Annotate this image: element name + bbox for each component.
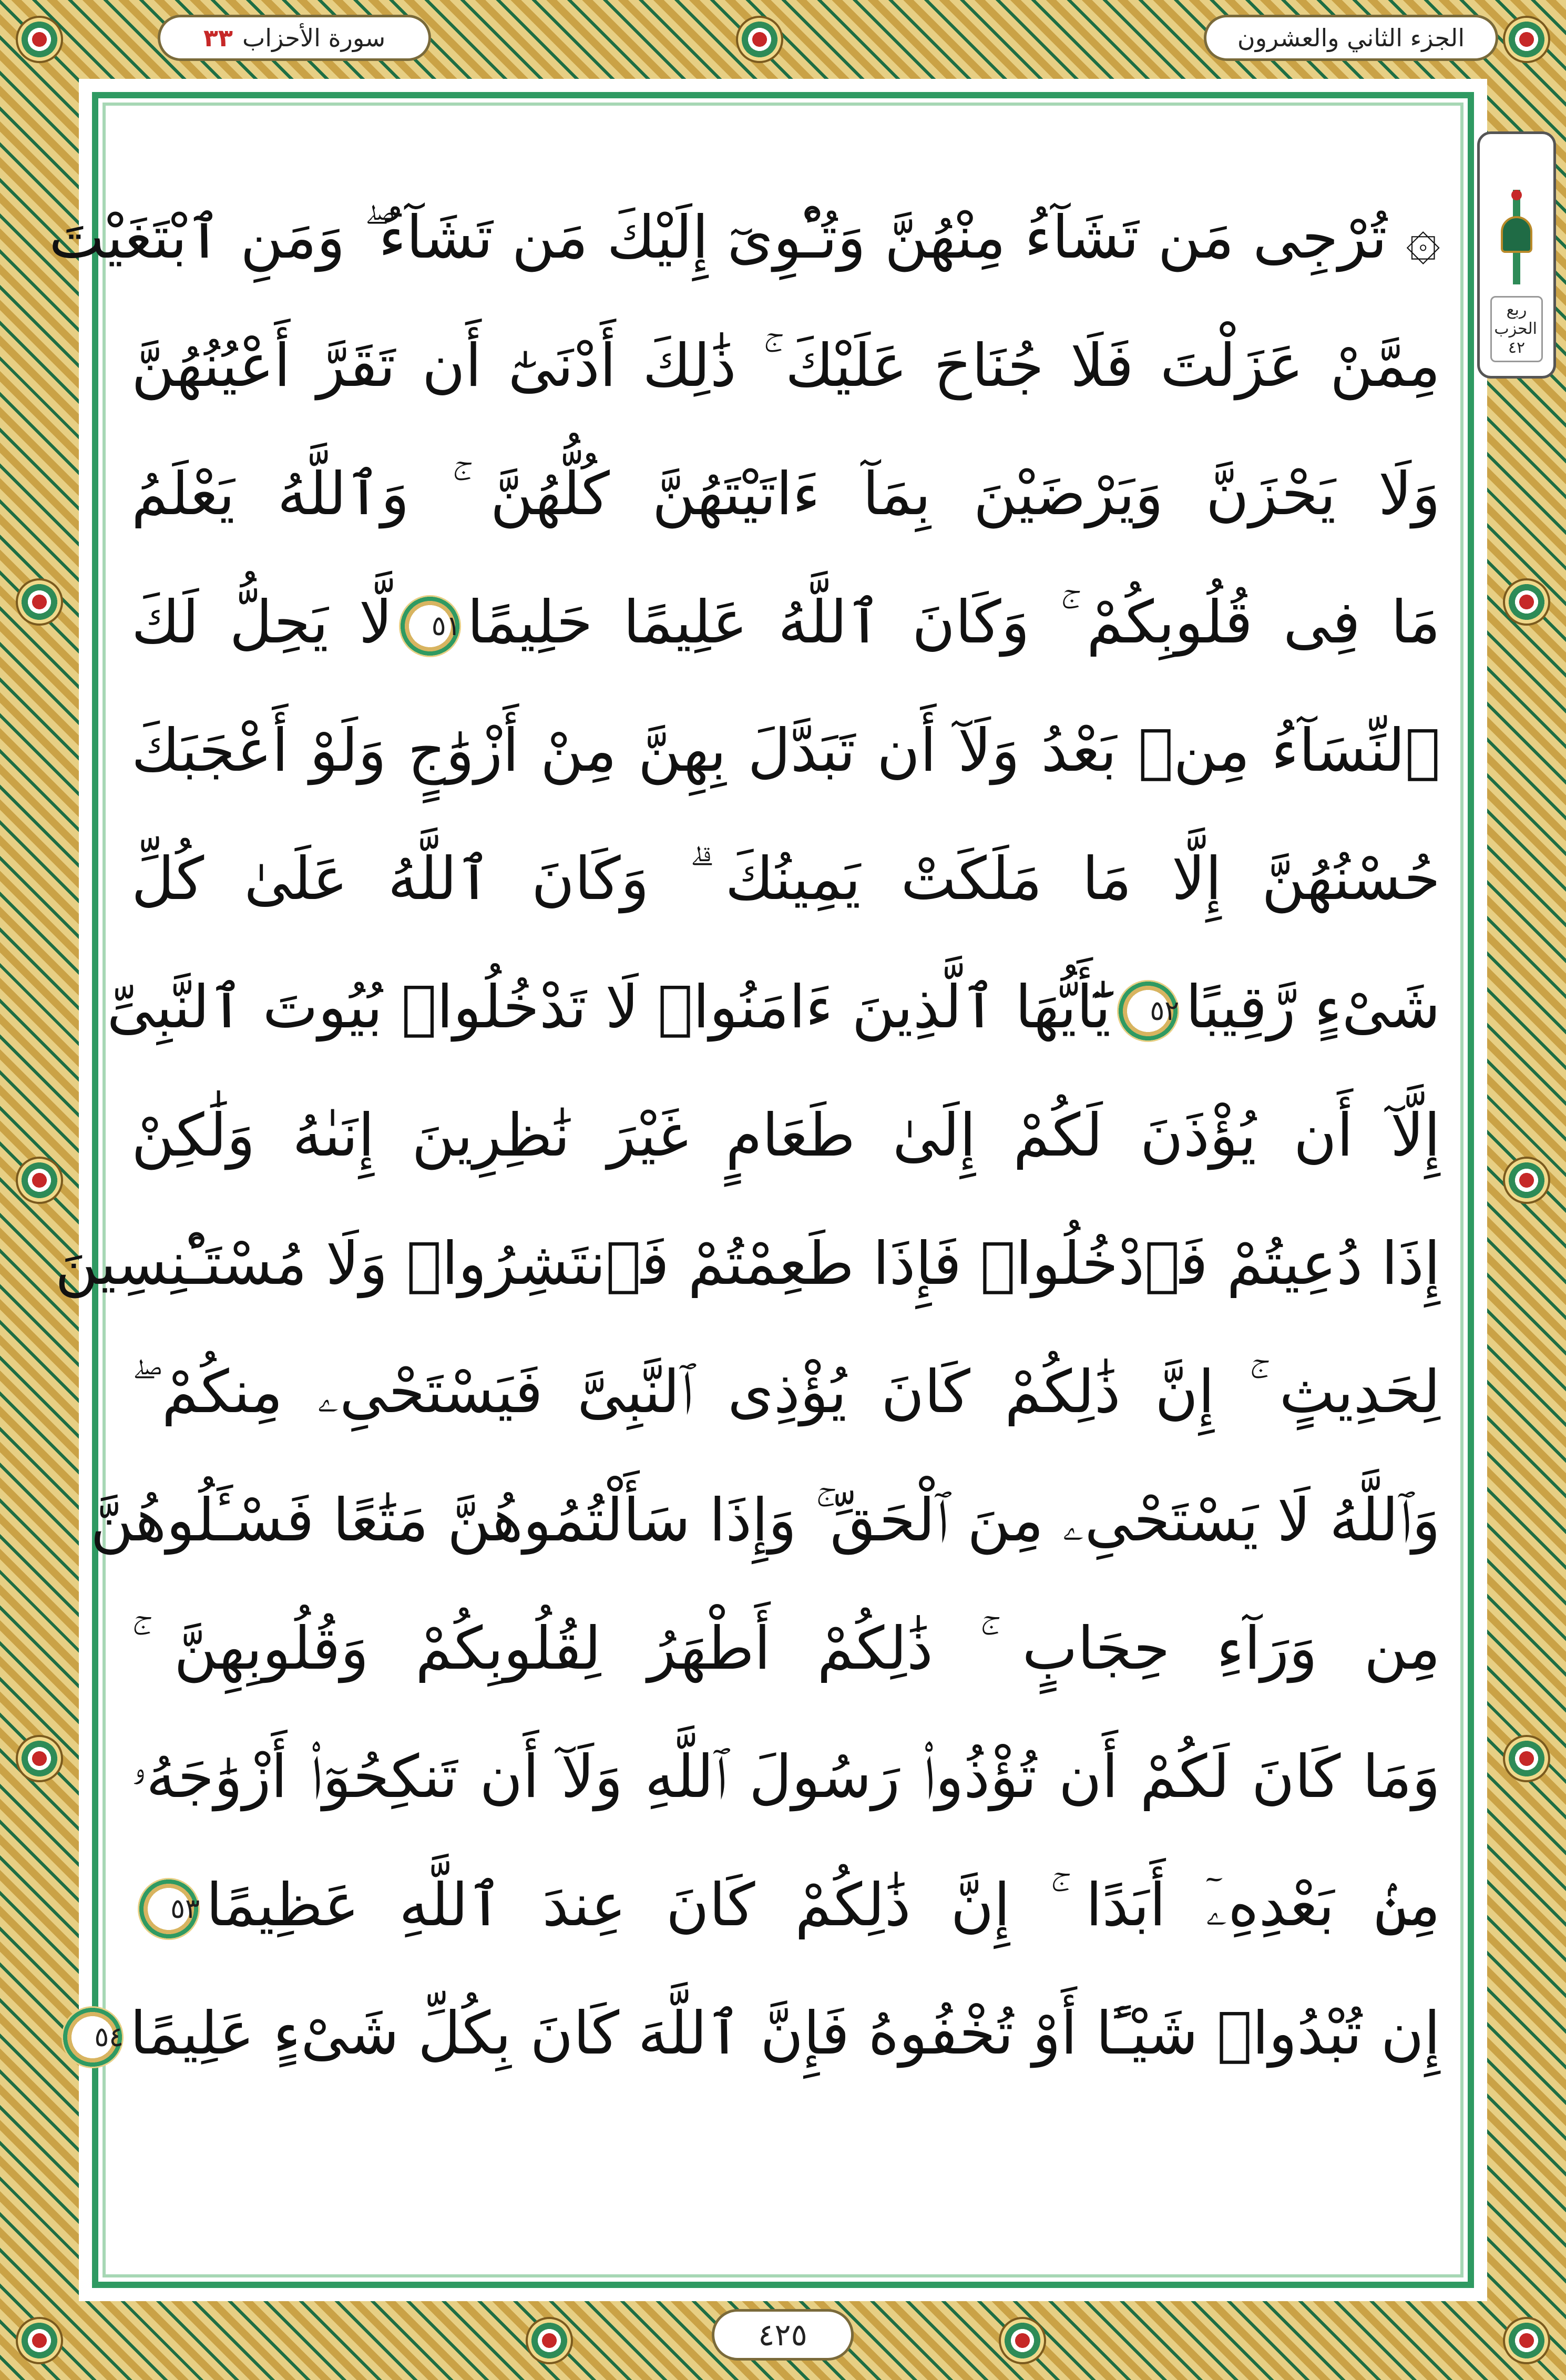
border-ornament-icon [1503,1157,1550,1204]
quran-text [49,173,1440,2098]
border-ornament-icon [16,578,63,626]
border-ornament-icon [736,16,783,63]
border-ornament-icon [16,1735,63,1782]
text-line: وَمَا كَانَ لَكُمْ أَن تُؤْذُوا۟ رَسُولَ ٱللَّهِ وَلَآ أَن تَنكِحُوٓا۟ أَزْوَٰجَهُۥ [131,1743,1440,1811]
border-ornament-icon [16,1157,63,1204]
text-line: شَىْءٍ رَّقِيبًا٥٢يَٰٓأَيُّهَا ٱلَّذِينَ ءَامَنُوا۟ لَا تَدْخُلُوا۟ بُيُوتَ ٱلنَّبِىِّ [107,973,1440,1041]
text-line: ۞ تُرْجِى مَن تَشَآءُ مِنْهُنَّ وَتُـْٔوِىٓ إِلَيْكَ مَن تَشَآءُ ۖ وَمَنِ ٱبْتَغَيْتَ [49,203,1440,272]
juz-header [1204,15,1498,61]
ayah-number-marker: ٥٢ [1117,980,1179,1042]
border-ornament-icon [526,2317,573,2364]
border-ornament-icon [999,2317,1046,2364]
corner-ornament-icon [1503,16,1550,63]
border-ornament-icon [1503,1735,1550,1782]
surah-header [158,15,431,61]
text-line: وَلَا يَحْزَنَّ وَيَرْضَيْنَ بِمَآ ءَاتَيْتَهُنَّ كُلُّهُنَّ ۚ وَٱللَّهُ يَعْلَمُ [131,460,1440,528]
surah-name: سورة الأحزاب [242,24,386,52]
hizb-emblem-icon [1498,190,1535,284]
juz-name: الجزء الثاني والعشرون [1237,24,1465,52]
hizb-label: ربع الحزب ٤٢ [1490,296,1543,362]
text-line: مَا فِى قُلُوبِكُمْ ۚ وَكَانَ ٱللَّهُ عَلِيمًا حَلِيمًا٥١لَّا يَحِلُّ لَكَ [131,588,1440,657]
corner-ornament-icon [16,2317,63,2364]
text-line: مِن وَرَآءِ حِجَابٍ ۚ ذَٰلِكُمْ أَطْهَرُ لِقُلُوبِكُمْ وَقُلُوبِهِنَّ ۚ [131,1615,1440,1683]
text-line: ٱلنِّسَآءُ مِنۢ بَعْدُ وَلَآ أَن تَبَدَّلَ بِهِنَّ مِنْ أَزْوَٰجٍ وَلَوْ أَعْجَبَكَ [131,717,1440,785]
surah-number: ٣٣ [203,24,233,52]
text-line: مِمَّنْ عَزَلْتَ فَلَا جُنَاحَ عَلَيْكَ ۚ ذَٰلِكَ أَدْنَىٰٓ أَن تَقَرَّ أَعْيُنُهُنَّ [131,332,1440,400]
hizb-marker [1477,131,1556,379]
text-line: لِحَدِيثٍ ۚ إِنَّ ذَٰلِكُمْ كَانَ يُؤْذِى ٱلنَّبِىَّ فَيَسْتَحْىِۦ مِنكُمْ ۖ [131,1358,1440,1426]
page-number: ٤٢٥ [712,2309,854,2361]
text-line: إِن تُبْدُوا۟ شَيْـًٔا أَوْ تُخْفُوهُ فَإِنَّ ٱللَّهَ كَانَ بِكُلِّ شَىْءٍ عَلِيمًا٥٤ [131,1969,1440,2098]
text-line: حُسْنُهُنَّ إِلَّا مَا مَلَكَتْ يَمِينُكَ ۗ وَكَانَ ٱللَّهُ عَلَىٰ كُلِّ [131,845,1440,913]
text-line: إِلَّآ أَن يُؤْذَنَ لَكُمْ إِلَىٰ طَعَامٍ غَيْرَ نَٰظِرِينَ إِنَىٰهُ وَلَٰكِنْ [131,1101,1440,1170]
text-line: إِذَا دُعِيتُمْ فَٱدْخُلُوا۟ فَإِذَا طَعِمْتُمْ فَٱنتَشِرُوا۟ وَلَا مُسْتَـْٔنِسِينَ [55,1230,1440,1298]
text-line: وَٱللَّهُ لَا يَسْتَحْىِۦ مِنَ ٱلْحَقِّ ۚ وَإِذَا سَأَلْتُمُوهُنَّ مَتَٰعًا فَسْـَٔلُوهُنَّ [90,1486,1440,1555]
text-line: مِنۢ بَعْدِهِۦٓ أَبَدًا ۚ إِنَّ ذَٰلِكُمْ كَانَ عِندَ ٱللَّهِ عَظِيمًا٥٣ [131,1841,1440,1969]
ayah-number-marker: ٥١ [399,595,461,657]
ayah-number-marker: ٥٤ [62,2006,124,2068]
corner-ornament-icon [16,16,63,63]
ayah-number-marker: ٥٣ [138,1878,200,1940]
corner-ornament-icon [1503,2317,1550,2364]
border-ornament-icon [1503,578,1550,626]
